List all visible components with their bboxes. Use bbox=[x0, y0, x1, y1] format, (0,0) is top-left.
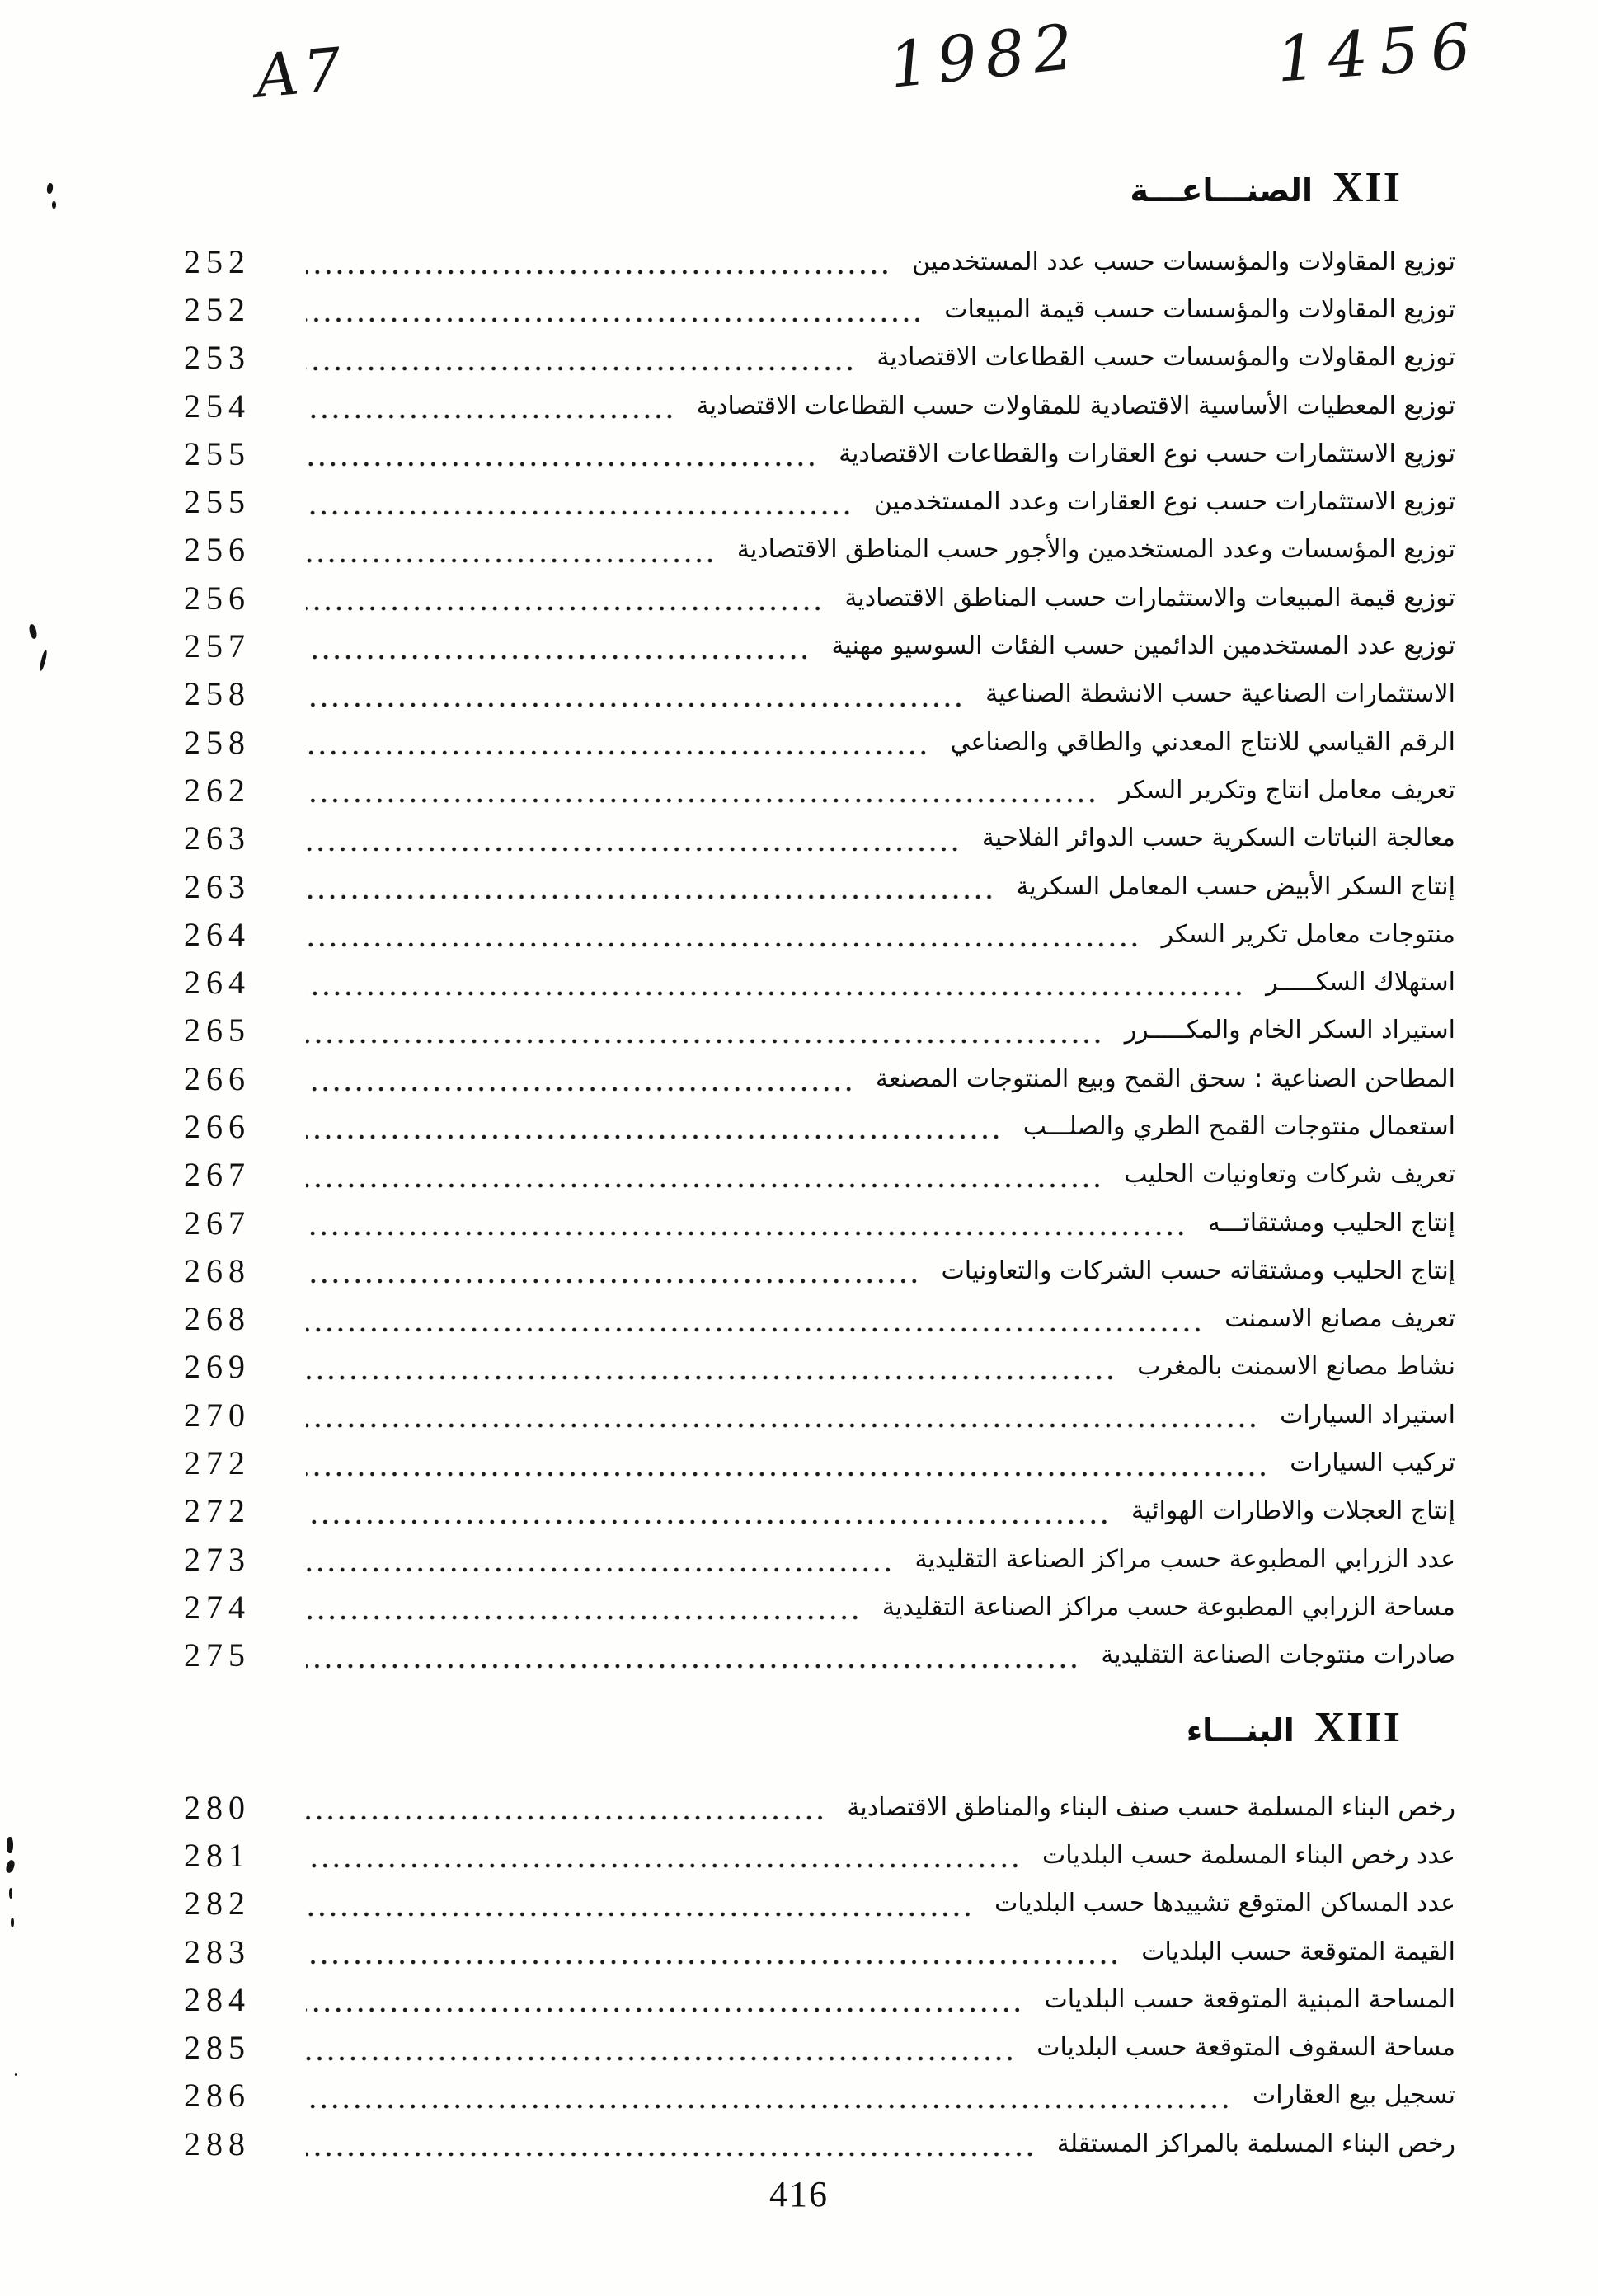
toc-entry-title: عدد المساكن المتوقع تشييدها حسب البلديات bbox=[994, 1889, 1455, 1918]
toc-entry-title: رخص البناء المسلمة بالمراكز المستقلة bbox=[1056, 2129, 1455, 2158]
toc-entry bbox=[184, 1199, 1455, 1247]
toc-entry-title: تعريف معامل انتاج وتكرير السكر bbox=[1119, 775, 1455, 805]
toc-entry-page-number: 266 bbox=[184, 1059, 251, 1097]
toc-entry bbox=[184, 1583, 1455, 1631]
toc-list-industry bbox=[184, 237, 1455, 1679]
dotted-leader bbox=[306, 655, 810, 660]
toc-entry-page-number: 255 bbox=[184, 483, 251, 521]
dotted-leader bbox=[306, 510, 853, 515]
toc-entry-title: استيراد السيارات bbox=[1280, 1400, 1455, 1430]
dotted-leader bbox=[306, 1375, 1116, 1380]
toc-entry-page-number: 272 bbox=[184, 1492, 251, 1530]
toc-entry bbox=[184, 430, 1455, 477]
toc-entry-page-number: 265 bbox=[184, 1012, 251, 1049]
toc-entry-page-number: 264 bbox=[184, 964, 251, 1002]
dotted-leader bbox=[306, 1327, 1203, 1332]
toc-entry bbox=[184, 526, 1455, 574]
toc-entry-page-number: 274 bbox=[184, 1588, 251, 1626]
toc-entry bbox=[184, 237, 1455, 285]
section-roman-numeral: XII bbox=[1332, 164, 1402, 211]
toc-entry-title: تعريف مصانع الاسمنت bbox=[1224, 1304, 1455, 1334]
toc-entry-page-number: 253 bbox=[184, 339, 251, 377]
toc-entry-title: استهلاك السكـــــر bbox=[1266, 968, 1455, 998]
toc-entry-page-number: 284 bbox=[184, 1980, 251, 2018]
toc-entry-page-number: 258 bbox=[184, 723, 251, 761]
toc-list-construction bbox=[184, 1783, 1455, 2167]
toc-entry bbox=[184, 1343, 1455, 1391]
dotted-leader bbox=[306, 1231, 1187, 1236]
toc-entry bbox=[184, 1439, 1455, 1486]
handwritten-annotation-center: 1982 bbox=[885, 9, 1085, 102]
toc-entry-title: معالجة النباتات السكرية حسب الدوائر الفلاحية bbox=[981, 824, 1455, 853]
dotted-leader bbox=[306, 2007, 1022, 2012]
toc-entry bbox=[184, 958, 1455, 1006]
toc-entry-title: توزيع المقاولات والمؤسسات حسب القطاعات الاقتصادية bbox=[877, 343, 1455, 373]
ink-speck bbox=[28, 623, 38, 639]
toc-entry-title: توزيع عدد المستخدمين الدائمين حسب الفئات السوسيو مهنية bbox=[831, 632, 1455, 661]
dotted-leader bbox=[306, 317, 923, 322]
toc-entry bbox=[184, 1247, 1455, 1294]
toc-entry-title: استعمال منتوجات القمح الطري والصلـــب bbox=[1022, 1111, 1455, 1141]
handwritten-annotation-right: 1456 bbox=[1274, 8, 1485, 96]
dotted-leader bbox=[306, 1615, 861, 1620]
dotted-leader bbox=[306, 1960, 1120, 1965]
dotted-leader bbox=[306, 1472, 1268, 1477]
dotted-leader bbox=[306, 414, 675, 419]
dotted-leader bbox=[306, 798, 1097, 803]
toc-entry bbox=[184, 910, 1455, 958]
toc-entry bbox=[184, 285, 1455, 333]
dotted-leader bbox=[306, 942, 1140, 947]
toc-entry-title: المطاحن الصناعية : سحق القمح وبيع المنتوجات المصنعة bbox=[875, 1063, 1455, 1093]
dotted-leader bbox=[306, 462, 817, 467]
toc-entry-page-number: 256 bbox=[184, 579, 251, 617]
toc-entry-page-number: 281 bbox=[184, 1836, 251, 1874]
dotted-leader bbox=[306, 1087, 854, 1092]
toc-entry-page-number: 280 bbox=[184, 1788, 251, 1826]
toc-entry-title: القيمة المتوقعة حسب البلديات bbox=[1141, 1937, 1455, 1966]
page-number-footer: 416 bbox=[769, 2174, 829, 2214]
toc-entry bbox=[184, 1535, 1455, 1583]
dotted-leader bbox=[306, 1183, 1102, 1188]
toc-entry-title: عدد رخص البناء المسلمة حسب البلديات bbox=[1042, 1840, 1455, 1870]
toc-entry-title: مساحة الزرابي المطبوعة حسب مراكز الصناعة التقليدية bbox=[881, 1592, 1455, 1622]
ink-speck bbox=[15, 2073, 17, 2076]
toc-entry-title: منتوجات معامل تكرير السكر bbox=[1161, 919, 1455, 949]
ink-speck bbox=[9, 1888, 12, 1899]
toc-entry bbox=[184, 815, 1455, 862]
toc-entry-page-number: 252 bbox=[184, 290, 251, 328]
dotted-leader bbox=[306, 702, 964, 707]
toc-entry bbox=[184, 334, 1455, 382]
toc-entry-page-number: 256 bbox=[184, 531, 251, 569]
toc-entry-page-number: 262 bbox=[184, 771, 251, 809]
toc-entry-page-number: 254 bbox=[184, 387, 251, 425]
toc-entry-page-number: 269 bbox=[184, 1348, 251, 1386]
toc-entry-page-number: 264 bbox=[184, 915, 251, 953]
dotted-leader bbox=[306, 894, 994, 899]
toc-entry bbox=[184, 1783, 1455, 1831]
toc-entry-title: توزيع المقاولات والمؤسسات حسب قيمة المبيعات bbox=[944, 294, 1455, 324]
ink-speck bbox=[39, 650, 48, 671]
dotted-leader bbox=[306, 2152, 1036, 2157]
toc-entry-title: تعريف شركات وتعاونيات الحليب bbox=[1124, 1160, 1455, 1190]
toc-entry-page-number: 288 bbox=[184, 2125, 251, 2162]
toc-entry-page-number: 285 bbox=[184, 2029, 251, 2067]
toc-entry bbox=[184, 382, 1455, 430]
dotted-leader bbox=[306, 2056, 1015, 2061]
ink-speck bbox=[11, 1918, 14, 1927]
dotted-leader bbox=[306, 750, 929, 755]
toc-entry-title: الرقم القياسي للانتاج المعدني والطاقي والصناعي bbox=[950, 727, 1455, 757]
toc-entry-page-number: 252 bbox=[184, 242, 251, 280]
toc-entry bbox=[184, 862, 1455, 910]
toc-entry-title: المساحة المبنية المتوقعة حسب البلديات bbox=[1044, 1984, 1455, 2014]
toc-entry-page-number: 270 bbox=[184, 1396, 251, 1434]
dotted-leader bbox=[306, 270, 891, 275]
toc-entry-page-number: 268 bbox=[184, 1300, 251, 1338]
dotted-leader bbox=[306, 1039, 1103, 1044]
toc-entry-title: إنتاج الحليب ومشتقاتـــه bbox=[1207, 1208, 1455, 1237]
section-title-text: البنـــاء bbox=[1186, 1712, 1295, 1749]
toc-entry bbox=[184, 1880, 1455, 1927]
toc-entry-page-number: 267 bbox=[184, 1156, 251, 1194]
toc-entry-title: إنتاج السكر الأبيض حسب المعامل السكرية bbox=[1016, 871, 1455, 901]
toc-entry-page-number: 267 bbox=[184, 1204, 251, 1242]
toc-entry-page-number: 268 bbox=[184, 1251, 251, 1289]
dotted-leader bbox=[306, 1423, 1258, 1428]
toc-entry bbox=[184, 718, 1455, 766]
toc-entry bbox=[184, 2072, 1455, 2120]
ink-speck bbox=[52, 201, 56, 209]
toc-entry-title: تركيب السيارات bbox=[1290, 1448, 1455, 1478]
toc-entry bbox=[184, 574, 1455, 622]
toc-entry-title: استيراد السكر الخام والمكـــــرر bbox=[1124, 1016, 1455, 1045]
dotted-leader bbox=[306, 1279, 920, 1284]
toc-entry-title: توزيع الاستثمارات حسب نوع العقارات وعدد المستخدمين bbox=[873, 487, 1455, 517]
section-title-text: الصنـــاعـــة bbox=[1130, 172, 1313, 209]
dotted-leader bbox=[306, 1134, 1002, 1139]
toc-entry bbox=[184, 766, 1455, 814]
toc-entry bbox=[184, 1391, 1455, 1439]
dotted-leader bbox=[306, 2104, 1231, 2109]
toc-entry-page-number: 258 bbox=[184, 675, 251, 713]
toc-entry-title: توزيع المعطيات الأساسية الاقتصادية للمقاولات حسب القطاعات الاقتصادية bbox=[696, 391, 1455, 420]
dotted-leader bbox=[306, 1912, 973, 1917]
toc-entry bbox=[184, 670, 1455, 718]
dotted-leader bbox=[306, 1567, 894, 1572]
toc-entry bbox=[184, 1295, 1455, 1343]
toc-entry-page-number: 273 bbox=[184, 1540, 251, 1578]
toc-entry-page-number: 272 bbox=[184, 1444, 251, 1482]
toc-entry bbox=[184, 2120, 1455, 2167]
toc-entry-title: تسجيل بيع العقارات bbox=[1252, 2081, 1455, 2111]
toc-entry-page-number: 282 bbox=[184, 1885, 251, 1923]
toc-entry-page-number: 275 bbox=[184, 1636, 251, 1674]
toc-entry bbox=[184, 2023, 1455, 2071]
section-heading-construction bbox=[1187, 1703, 1402, 1752]
toc-entry-title: رخص البناء المسلمة حسب صنف البناء والمناطق الاقتصادية bbox=[847, 1792, 1455, 1822]
toc-entry bbox=[184, 1487, 1455, 1535]
dotted-leader bbox=[306, 1664, 1079, 1669]
toc-entry bbox=[184, 1831, 1455, 1879]
toc-entry-title: توزيع الاستثمارات حسب نوع العقارات والقطاعات الاقتصادية bbox=[839, 439, 1455, 468]
ink-speck bbox=[46, 183, 54, 195]
dotted-leader bbox=[306, 366, 855, 371]
ink-speck bbox=[5, 1859, 16, 1874]
toc-entry-title: مساحة السقوف المتوقعة حسب البلديات bbox=[1036, 2033, 1455, 2063]
toc-entry bbox=[184, 1007, 1455, 1054]
toc-entry-title: الاستثمارات الصناعية حسب الانشطة الصناعية bbox=[985, 679, 1455, 709]
dotted-leader bbox=[306, 991, 1244, 996]
toc-entry-title: توزيع قيمة المبيعات والاستثمارات حسب المناطق الاقتصادية bbox=[844, 583, 1455, 613]
toc-entry-page-number: 255 bbox=[184, 434, 251, 472]
toc-entry-page-number: 283 bbox=[184, 1932, 251, 1970]
section-roman-numeral: XIII bbox=[1314, 1704, 1402, 1751]
toc-entry-page-number: 257 bbox=[184, 627, 251, 665]
toc-entry-page-number: 266 bbox=[184, 1107, 251, 1145]
toc-entry bbox=[184, 1632, 1455, 1679]
ink-speck bbox=[7, 1837, 13, 1853]
dotted-leader bbox=[306, 558, 716, 563]
toc-entry bbox=[184, 1151, 1455, 1199]
toc-entry-title: نشاط مصانع الاسمنت بالمغرب bbox=[1137, 1352, 1455, 1382]
toc-entry-title: إنتاج الحليب ومشتقاته حسب الشركات والتعاونيات bbox=[941, 1256, 1455, 1285]
toc-entry-title: صادرات منتوجات الصناعة التقليدية bbox=[1101, 1641, 1455, 1670]
section-heading-industry bbox=[1130, 163, 1402, 212]
dotted-leader bbox=[306, 1519, 1110, 1524]
toc-entry bbox=[184, 1054, 1455, 1102]
dotted-leader bbox=[306, 606, 823, 611]
toc-entry-title: توزيع المقاولات والمؤسسات حسب عدد المستخدمين bbox=[912, 247, 1455, 276]
toc-entry-page-number: 286 bbox=[184, 2077, 251, 2115]
toc-entry bbox=[184, 1102, 1455, 1150]
toc-entry-page-number: 263 bbox=[184, 819, 251, 857]
toc-entry-title: عدد الزرابي المطبوعة حسب مراكز الصناعة التقليدية bbox=[914, 1544, 1455, 1574]
toc-entry bbox=[184, 1975, 1455, 2023]
toc-entry bbox=[184, 622, 1455, 669]
toc-entry-title: توزيع المؤسسات وعدد المستخدمين والأجور حسب المناطق الاقتصادية bbox=[736, 535, 1455, 565]
toc-entry-page-number: 263 bbox=[184, 867, 251, 905]
dotted-leader bbox=[306, 1815, 825, 1820]
toc-entry bbox=[184, 1927, 1455, 1975]
dotted-leader bbox=[306, 1863, 1021, 1868]
toc-entry-title: إنتاج العجلات والاطارات الهوائية bbox=[1131, 1496, 1455, 1526]
toc-entry bbox=[184, 477, 1455, 525]
handwritten-annotation-left: A7 bbox=[252, 34, 350, 111]
dotted-leader bbox=[306, 847, 961, 852]
